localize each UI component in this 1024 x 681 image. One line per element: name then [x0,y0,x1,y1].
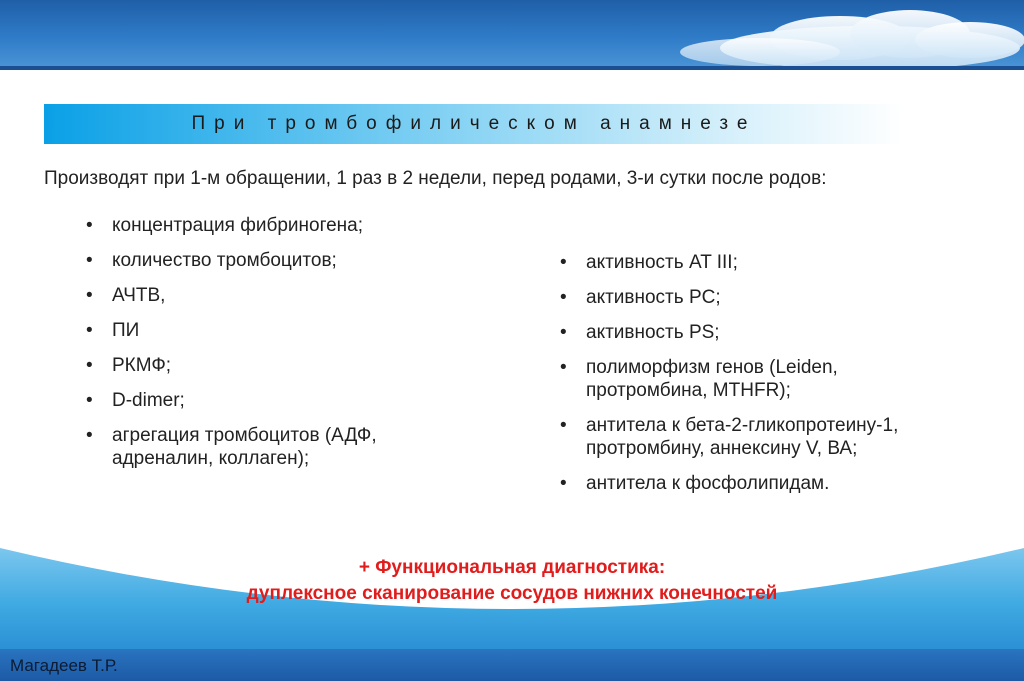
list-item: • активность PS; [558,321,978,344]
list-item: • ПИ [84,319,504,342]
header-divider [0,66,1024,70]
list-item: • полиморфизм генов (Leiden, протромбина, MTHFR); [558,356,896,402]
right-bullet-list [558,251,978,507]
list-item: • активность PC; [558,286,978,309]
footer-bar [0,649,1024,681]
functional-diagnostics-heading: + Функциональная диагностика: [358,557,666,578]
list-item: • D-dimer; [84,389,504,412]
author-name: Магадеев Т.Р. [10,656,118,675]
intro-text: Производят при 1-м обращении, 1 раз в 2 недели, перед родами, 3-и сутки после родов: [44,168,827,189]
slide-title: При тромбофилическом анамнезе [191,113,757,134]
list-item: • концентрация фибриногена; [84,214,504,237]
list-item: • РКМФ; [84,354,504,377]
list-item: • количество тромбоцитов; [84,249,504,272]
list-item: • антитела к фосфолипидам. [558,472,978,495]
list-item: • агрегация тромбоцитов (АДФ, адреналин, коллаген); [84,424,452,470]
list-item: • АЧТВ, [84,284,504,307]
clouds-decoration [640,0,1024,68]
list-item: • активность AT III; [558,251,978,274]
left-bullet-list [84,214,504,482]
list-item: • антитела к бета-2-гликопротеину-1, протромбину, аннексину V, ВА; [558,414,986,460]
title-bar [44,104,904,144]
functional-diagnostics-detail: дуплексное сканирование сосудов нижних конечностей [246,583,778,604]
header-band [0,0,1024,68]
